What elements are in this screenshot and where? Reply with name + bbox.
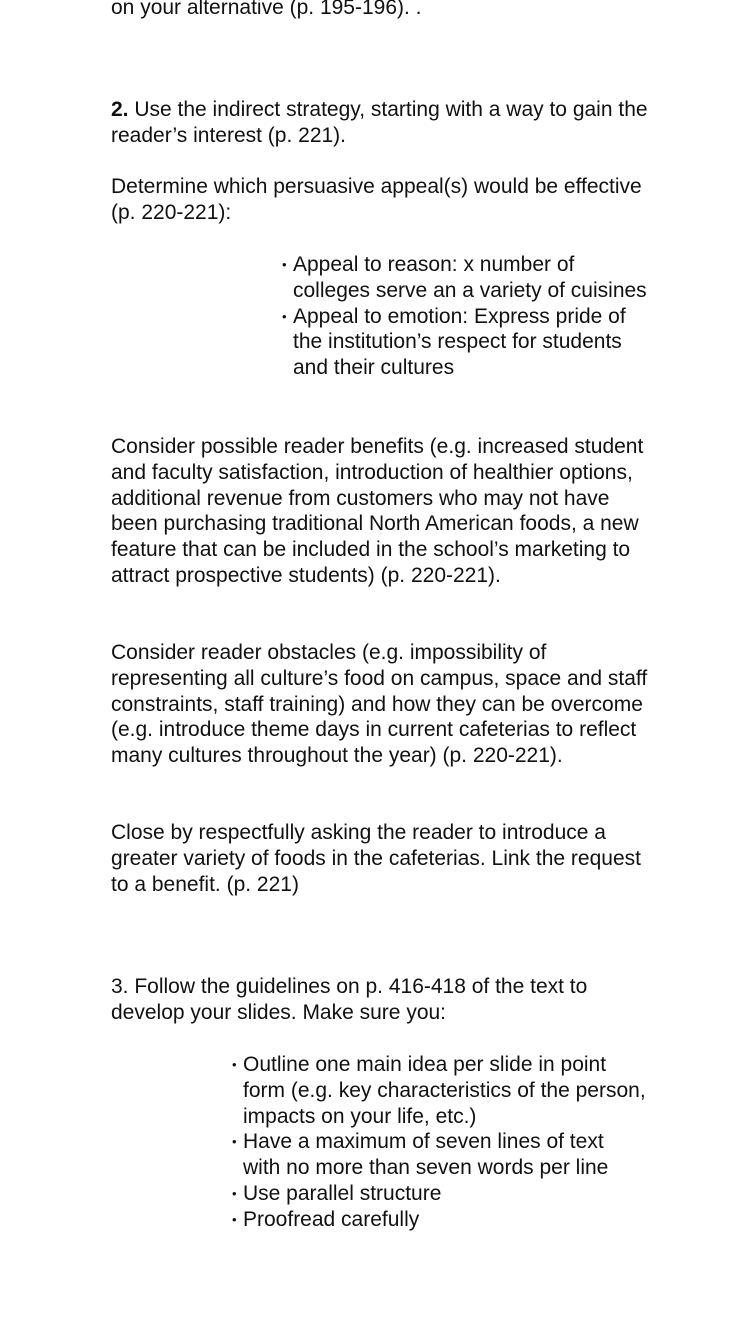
- section-2-intro: [111, 97, 651, 149]
- appeal-emotion: Appeal to emotion: Express pride of the institution’s respect for students and their cultures: [293, 304, 626, 380]
- reader-obstacles: Consider reader obstacles (e.g. impossibility of representing all culture’s food on campus, space and staff constraints, staff training) and how they can be overcome (e.g. introduce theme days in current cafeterias to reflect many cultures throughout the year) (p. 220-221).: [111, 641, 648, 768]
- bullet-icon: •: [232, 1134, 237, 1150]
- list-item: [221, 1181, 646, 1207]
- bullet-icon: •: [282, 308, 287, 324]
- previous-section-fragment: on your alternative (p. 195-196). .: [111, 0, 422, 19]
- list-item: [221, 1052, 646, 1129]
- bullet-icon: •: [232, 1185, 237, 1201]
- reader-benefits: Consider possible reader benefits (e.g. increased student and faculty satisfaction, introduction of healthier options, additional revenue from customers who may not have been purchasing traditional North American foods, a new feature that can be included in the school’s marketing to attract prospective students) (p. 220-221).: [111, 435, 644, 587]
- section-2-number: 2.: [111, 98, 129, 121]
- bullet-icon: •: [232, 1211, 237, 1227]
- slide-guidelines-list: [221, 1052, 646, 1233]
- appeal-reason: Appeal to reason: x number of colleges serve an a variety of cuisines: [293, 253, 647, 302]
- guideline-text: Use parallel structure: [243, 1181, 442, 1205]
- list-item: [221, 1207, 646, 1233]
- list-item: [271, 252, 651, 304]
- list-item: [221, 1129, 646, 1181]
- guideline-text: Have a maximum of seven lines of text with no more than seven words per line: [243, 1130, 609, 1180]
- section-2-intro-text: Use the indirect strategy, starting with a way to gain the reader’s interest (p. 221).: [111, 98, 648, 147]
- guideline-text: Proofread carefully: [243, 1207, 420, 1231]
- section-3-intro: 3. Follow the guidelines on p. 416-418 of the text to develop your slides. Make sure you:: [111, 975, 588, 1024]
- appeals-intro: Determine which persuasive appeal(s) would be effective (p. 220-221):: [111, 175, 642, 224]
- bullet-icon: •: [232, 1057, 237, 1072]
- guideline-text: Outline one main idea per slide in point form (e.g. key characteristics of the person, impacts on your life, etc.): [243, 1053, 646, 1128]
- list-item: [271, 304, 651, 381]
- closing-request: Close by respectfully asking the reader to introduce a greater variety of foods in the cafeterias. Link the request to a benefit. (p. 221): [111, 821, 641, 896]
- bullet-icon: •: [282, 257, 287, 272]
- appeals-list: [271, 252, 651, 381]
